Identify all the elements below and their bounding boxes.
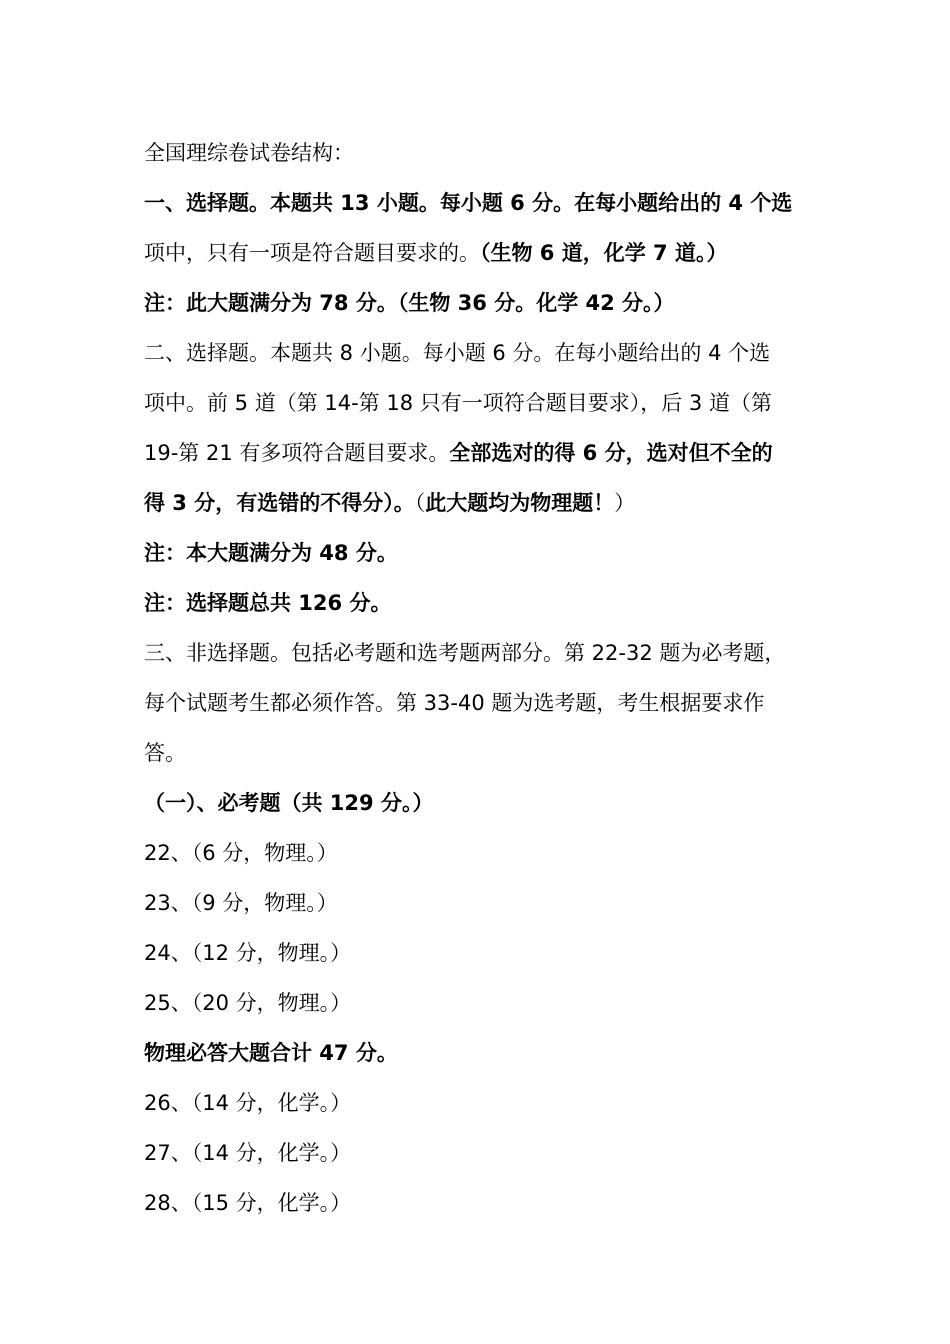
section2-line4-bold: 得 3 分，有选错的不得分）。 bbox=[144, 491, 415, 515]
document-title: 全国理综卷试卷结构： bbox=[144, 141, 354, 165]
physics-total: 物理必答大题合计 47 分。 bbox=[144, 1041, 398, 1065]
section2-note1: 注：本大题满分为 48 分。 bbox=[144, 541, 398, 565]
section1-line2-bold: （生物 6 道，化学 7 道。） bbox=[480, 241, 728, 265]
list-item: 23、（9 分，物理。） bbox=[144, 891, 338, 915]
section2-line3-text: 19-第 21 有多项符合题目要求。 bbox=[144, 441, 450, 465]
section1-line2 bbox=[144, 228, 812, 278]
section2-line3-bold: 全部选对的得 6 分，选对但不全的 bbox=[449, 441, 773, 465]
section2-line4-close-paren: ） bbox=[614, 491, 636, 515]
list-item: 27、（14 分，化学。） bbox=[144, 1141, 352, 1165]
section2-line4-open-paren: （ bbox=[414, 491, 426, 515]
section3-line2: 每个试题考生都必须作答。第 33-40 题为选考题，考生根据要求作 bbox=[144, 691, 765, 715]
document-content bbox=[144, 128, 812, 1228]
list-item: 22、（6 分，物理。） bbox=[144, 841, 338, 865]
section1-note: 注：此大题满分为 78 分。（生物 36 分。化学 42 分。） bbox=[144, 291, 675, 315]
list-item: 28、（15 分，化学。） bbox=[144, 1191, 352, 1215]
list-item: 26、（14 分，化学。） bbox=[144, 1091, 352, 1115]
section1-line1: 一、选择题。本题共 13 小题。每小题 6 分。在每小题给出的 4 个选 bbox=[144, 191, 793, 215]
section2-line4-physics: 此大题均为物理题！ bbox=[425, 491, 615, 515]
list-item: 24、（12 分，物理。） bbox=[144, 941, 352, 965]
section2-line4 bbox=[144, 478, 812, 528]
section2-line3 bbox=[144, 428, 812, 478]
section3-line3: 答。 bbox=[144, 741, 186, 765]
section2-line1: 二、选择题。本题共 8 小题。每小题 6 分。在每小题给出的 4 个选 bbox=[144, 341, 771, 365]
section2-line2: 项中。前 5 道（第 14-第 18 只有一项符合题目要求），后 3 道（第 bbox=[144, 391, 772, 415]
section3-line1: 三、非选择题。包括必考题和选考题两部分。第 22-32 题为必考题， bbox=[144, 641, 786, 665]
list-item: 25、（20 分，物理。） bbox=[144, 991, 352, 1015]
section1-line2-text: 项中，只有一项是符合题目要求的。 bbox=[144, 241, 480, 265]
section3-sub-heading: （一）、必考题（共 129 分。） bbox=[144, 791, 434, 815]
section2-note2: 注：选择题总共 126 分。 bbox=[144, 591, 392, 615]
